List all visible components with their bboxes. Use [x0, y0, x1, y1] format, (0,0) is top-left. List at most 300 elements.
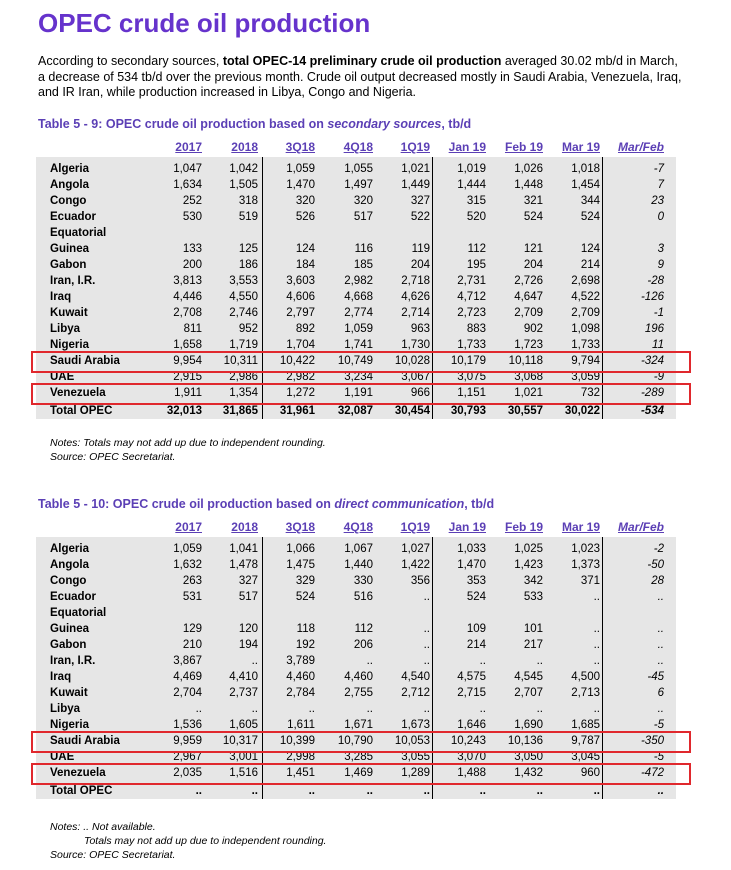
table-row	[36, 590, 676, 606]
cell-value: 23	[651, 195, 664, 207]
cell-value: 1,354	[229, 387, 258, 399]
cell-value: 1,497	[344, 179, 373, 191]
cell-value: 4,522	[571, 291, 600, 303]
cell-value: ..	[423, 785, 430, 797]
cell-value: 2,982	[344, 275, 373, 287]
cell-value: 524	[295, 591, 315, 603]
cell-value: 4,712	[457, 291, 486, 303]
row-label: Algeria	[50, 543, 89, 555]
table-row	[36, 194, 676, 210]
cell-value: 9,959	[173, 735, 202, 747]
table2-caption	[38, 497, 494, 511]
table1-note-2: Source: OPEC Secretariat.	[50, 451, 176, 463]
row-label: Ecuador	[50, 211, 97, 223]
cell-value: 966	[410, 387, 430, 399]
column-header: Mar/Feb	[617, 520, 664, 534]
cell-value: 1,021	[514, 387, 543, 399]
cell-value: 185	[353, 259, 373, 271]
cell-value: ..	[593, 703, 600, 715]
intro-bold: total OPEC-14 preliminary crude oil production	[222, 54, 502, 68]
cell-value: 524	[523, 211, 543, 223]
cell-value: 4,647	[514, 291, 543, 303]
cell-value: ..	[423, 655, 430, 667]
row-label: Guinea	[50, 243, 89, 255]
cell-value: -28	[647, 275, 664, 287]
column-header: 4Q18	[343, 140, 373, 154]
cell-value: ..	[657, 655, 664, 667]
cell-value: 10,243	[450, 735, 486, 747]
cell-value: 9,954	[173, 355, 202, 367]
cell-value: 1,059	[286, 163, 315, 175]
table-row	[36, 258, 676, 274]
cell-value: 1,733	[457, 339, 486, 351]
cell-value: 1,033	[457, 543, 486, 555]
cell-value: 1,444	[457, 179, 486, 191]
cell-value: 210	[182, 639, 202, 651]
column-header: 4Q18	[343, 520, 373, 534]
cell-value: 2,915	[173, 371, 202, 383]
cell-value: 3,603	[286, 275, 315, 287]
cell-value: 10,118	[508, 355, 543, 367]
table-row	[36, 162, 676, 178]
cell-value: 217	[523, 639, 543, 651]
column-header: 2018	[231, 520, 258, 534]
cell-value: 2,707	[514, 687, 543, 699]
cell-value: 1,475	[286, 559, 315, 571]
cell-value: 1,025	[514, 543, 543, 555]
cell-value: 524	[466, 591, 486, 603]
cell-value: 109	[466, 623, 486, 635]
cell-value: 9	[657, 259, 664, 271]
row-label: Libya	[50, 323, 81, 335]
cell-value: 10,053	[394, 735, 430, 747]
cell-value: 32,087	[337, 405, 373, 417]
cell-value: 1,448	[514, 179, 543, 191]
cell-value: ..	[251, 785, 258, 797]
cell-value: 522	[410, 211, 430, 223]
cell-value: 204	[410, 259, 430, 271]
intro-text-1: According to secondary sources,	[38, 54, 223, 68]
cell-value: 1,478	[229, 559, 258, 571]
table-row	[36, 290, 676, 306]
cell-value: 330	[353, 575, 373, 587]
cell-value: 194	[238, 639, 258, 651]
highlight-venezuela	[31, 763, 691, 785]
cell-value: 327	[238, 575, 258, 587]
row-label: Iraq	[50, 671, 72, 683]
table-row	[36, 322, 676, 338]
cell-value: 320	[295, 195, 315, 207]
column-header: 2018	[231, 140, 258, 154]
cell-value: 1,488	[457, 767, 486, 779]
cell-value: 3,075	[457, 371, 486, 383]
cell-value: 1,440	[344, 559, 373, 571]
cell-value: ..	[536, 703, 543, 715]
intro-text-2: averaged 30.02 mb/d in March, a decrease of 534 tb/d over the previous month. Crude oil output decreased mostly in Saudi Arabia, Venezuela, Iraq, and IR Iran, while production increased in Libya, Congo and Nigeria.	[38, 54, 682, 99]
cell-value: 4,668	[344, 291, 373, 303]
column-header: Jan 19	[448, 520, 486, 534]
intro-paragraph	[38, 54, 688, 101]
cell-value: ..	[479, 655, 486, 667]
row-label: Venezuela	[50, 767, 106, 779]
cell-value: -289	[640, 387, 664, 399]
cell-value: 1,018	[571, 163, 600, 175]
cell-value: -5	[653, 751, 664, 763]
cell-value: ..	[195, 703, 202, 715]
column-header: Mar 19	[561, 520, 600, 534]
cell-value: 1,719	[229, 339, 258, 351]
cell-value: ..	[479, 703, 486, 715]
row-label: Libya	[50, 703, 81, 715]
cell-value: -50	[647, 559, 664, 571]
table2	[36, 520, 676, 812]
cell-value: 2,709	[571, 307, 600, 319]
cell-value: 1,704	[286, 339, 315, 351]
highlight-saudi-arabia	[31, 731, 691, 753]
cell-value: 1,019	[457, 163, 486, 175]
cell-value: 1,067	[344, 543, 373, 555]
cell-value: 3,867	[173, 655, 202, 667]
cell-value: 2,755	[344, 687, 373, 699]
table-row	[36, 606, 676, 622]
cell-value: 0	[657, 211, 664, 223]
cell-value: -9	[653, 371, 664, 383]
cell-value: 1,151	[457, 387, 486, 399]
table1-caption-pre: Table 5 - 9: OPEC crude oil production based on	[38, 117, 328, 131]
cell-value: 315	[466, 195, 486, 207]
cell-value: 32,013	[166, 405, 202, 417]
table-row	[36, 558, 676, 574]
cell-value: 3,789	[286, 655, 315, 667]
row-label: Angola	[50, 179, 89, 191]
cell-value: 3,059	[571, 371, 600, 383]
cell-value: 11	[652, 339, 664, 351]
cell-value: 200	[182, 259, 202, 271]
cell-value: 206	[353, 639, 373, 651]
table1-header	[36, 140, 676, 156]
cell-value: 3,055	[401, 751, 430, 763]
row-label: Venezuela	[50, 387, 106, 399]
cell-value: 2,726	[514, 275, 543, 287]
row-label: Total OPEC	[50, 405, 113, 417]
cell-value: 4,545	[514, 671, 543, 683]
cell-value: 124	[580, 243, 600, 255]
cell-value: 101	[523, 623, 543, 635]
cell-value: 30,022	[564, 405, 600, 417]
cell-value: 3,070	[457, 751, 486, 763]
cell-value: 1,516	[229, 767, 258, 779]
table-row	[36, 210, 676, 226]
table1	[36, 140, 676, 428]
cell-value: ..	[536, 655, 543, 667]
row-label: Iraq	[50, 291, 72, 303]
cell-value: 3,001	[229, 751, 258, 763]
cell-value: 1,451	[286, 767, 315, 779]
cell-value: 2,714	[401, 307, 430, 319]
table2-header	[36, 520, 676, 536]
highlight-venezuela	[31, 383, 691, 405]
cell-value: 1,505	[229, 179, 258, 191]
row-label: Congo	[50, 195, 87, 207]
cell-value: 4,575	[457, 671, 486, 683]
cell-value: 2,982	[286, 371, 315, 383]
column-header: 2017	[175, 140, 202, 154]
cell-value: 321	[523, 195, 543, 207]
table1-caption-em: secondary sources	[327, 117, 442, 131]
column-header: Mar/Feb	[617, 140, 664, 154]
cell-value: 196	[644, 323, 664, 335]
cell-value: 133	[182, 243, 202, 255]
cell-value: 531	[182, 591, 202, 603]
column-header: 1Q19	[400, 140, 430, 154]
cell-value: 3,068	[514, 371, 543, 383]
cell-value: 1,066	[286, 543, 315, 555]
cell-value: 1,671	[344, 719, 373, 731]
cell-value: -472	[640, 767, 664, 779]
table2-caption-em: direct communication	[334, 497, 465, 511]
cell-value: 1,026	[514, 163, 543, 175]
cell-value: 30,557	[507, 405, 543, 417]
cell-value: 10,749	[337, 355, 373, 367]
cell-value: 9,794	[571, 355, 600, 367]
cell-value: 31,961	[279, 405, 315, 417]
cell-value: 1,449	[401, 179, 430, 191]
row-label: Saudi Arabia	[50, 735, 120, 747]
cell-value: ..	[593, 591, 600, 603]
cell-value: 530	[182, 211, 202, 223]
cell-value: 10,317	[222, 735, 258, 747]
cell-value: 10,399	[279, 735, 315, 747]
cell-value: 116	[354, 243, 373, 255]
cell-value: 1,536	[173, 719, 202, 731]
cell-value: 811	[183, 323, 202, 335]
cell-value: 329	[295, 575, 315, 587]
cell-value: 1,454	[571, 179, 600, 191]
table2-note-3: Source: OPEC Secretariat.	[50, 849, 176, 861]
cell-value: ..	[657, 591, 664, 603]
cell-value: 3,050	[514, 751, 543, 763]
row-label: Total OPEC	[50, 785, 113, 797]
cell-value: 30,454	[394, 405, 430, 417]
cell-value: -350	[640, 735, 664, 747]
cell-value: 1,272	[286, 387, 315, 399]
cell-value: 10,136	[507, 735, 543, 747]
cell-value: ..	[366, 703, 373, 715]
column-header: Feb 19	[504, 520, 543, 534]
cell-value: ..	[657, 703, 664, 715]
cell-value: 184	[295, 259, 315, 271]
cell-value: 1,690	[514, 719, 543, 731]
cell-value: 2,712	[401, 687, 430, 699]
cell-value: 119	[411, 243, 430, 255]
table-row	[36, 242, 676, 258]
cell-value: -45	[647, 671, 664, 683]
row-label: Angola	[50, 559, 89, 571]
cell-value: 112	[354, 623, 373, 635]
row-label: Iran, I.R.	[50, 275, 96, 287]
row-label: Gabon	[50, 639, 87, 651]
cell-value: 1,685	[571, 719, 600, 731]
cell-value: 118	[296, 623, 315, 635]
cell-value: 4,540	[401, 671, 430, 683]
table1-notes	[50, 436, 326, 464]
cell-value: 1,289	[401, 767, 430, 779]
cell-value: 2,698	[571, 275, 600, 287]
column-header: Jan 19	[448, 140, 486, 154]
cell-value: ..	[251, 703, 258, 715]
table-row	[36, 670, 676, 686]
table1-note-1: Notes: Totals may not add up due to independent rounding.	[50, 437, 326, 449]
cell-value: 252	[182, 195, 202, 207]
cell-value: 2,704	[173, 687, 202, 699]
cell-value: -1	[653, 307, 664, 319]
cell-value: 519	[238, 211, 258, 223]
cell-value: ..	[251, 655, 258, 667]
cell-value: 1,422	[401, 559, 430, 571]
row-label: Gabon	[50, 259, 87, 271]
cell-value: ..	[593, 623, 600, 635]
row-label: Ecuador	[50, 591, 97, 603]
cell-value: 4,500	[571, 671, 600, 683]
cell-value: 4,469	[173, 671, 202, 683]
cell-value: 129	[182, 623, 202, 635]
cell-value: 1,733	[571, 339, 600, 351]
cell-value: 1,469	[344, 767, 373, 779]
row-label: Algeria	[50, 163, 89, 175]
cell-value: -7	[653, 163, 664, 175]
row-label: Equatorial	[50, 607, 107, 619]
cell-value: ..	[593, 639, 600, 651]
cell-value: 353	[466, 575, 486, 587]
cell-value: 3	[657, 243, 664, 255]
row-label: Kuwait	[50, 687, 88, 699]
cell-value: 320	[353, 195, 373, 207]
cell-value: 9,787	[571, 735, 600, 747]
cell-value: 1,605	[229, 719, 258, 731]
cell-value: 4,460	[344, 671, 373, 683]
row-label: Nigeria	[50, 339, 89, 351]
table1-caption-post: , tb/d	[441, 117, 472, 131]
cell-value: 1,432	[514, 767, 543, 779]
cell-value: 120	[238, 623, 258, 635]
cell-value: 192	[295, 639, 315, 651]
table-row	[36, 542, 676, 558]
cell-value: 526	[295, 211, 315, 223]
cell-value: 112	[467, 243, 486, 255]
table2-note-1: Notes: .. Not available.	[50, 821, 156, 833]
cell-value: 2,715	[457, 687, 486, 699]
cell-value: ..	[423, 623, 430, 635]
cell-value: 1,041	[229, 543, 258, 555]
cell-value: -126	[640, 291, 664, 303]
cell-value: 2,998	[286, 751, 315, 763]
cell-value: 10,422	[279, 355, 315, 367]
cell-value: ..	[593, 785, 600, 797]
cell-value: 263	[182, 575, 202, 587]
cell-value: 10,179	[450, 355, 486, 367]
row-label: Nigeria	[50, 719, 89, 731]
column-header: 3Q18	[285, 520, 315, 534]
cell-value: 4,626	[401, 291, 430, 303]
cell-value: 356	[410, 575, 430, 587]
cell-value: 2,723	[457, 307, 486, 319]
row-label: Equatorial	[50, 227, 107, 239]
cell-value: 902	[523, 323, 543, 335]
cell-value: 28	[651, 575, 664, 587]
table-row	[36, 274, 676, 290]
cell-value: 1,634	[173, 179, 202, 191]
cell-value: 2,986	[229, 371, 258, 383]
cell-value: 214	[466, 639, 486, 651]
cell-value: 517	[238, 591, 258, 603]
cell-value: 3,813	[173, 275, 202, 287]
cell-value: 1,423	[514, 559, 543, 571]
table1-caption	[38, 117, 471, 131]
row-label: Congo	[50, 575, 87, 587]
cell-value: 1,611	[287, 719, 315, 731]
cell-value: 10,311	[223, 355, 258, 367]
cell-value: ..	[657, 785, 664, 797]
table-row	[36, 622, 676, 638]
table-row	[36, 574, 676, 590]
cell-value: 883	[466, 323, 486, 335]
cell-value: -5	[653, 719, 664, 731]
cell-value: 516	[353, 591, 373, 603]
cell-value: ..	[195, 785, 202, 797]
total-row	[36, 784, 676, 800]
cell-value: ..	[308, 703, 315, 715]
cell-value: 1,673	[401, 719, 430, 731]
cell-value: ..	[479, 785, 486, 797]
cell-value: 952	[238, 323, 258, 335]
cell-value: 1,098	[571, 323, 600, 335]
column-header: 3Q18	[285, 140, 315, 154]
cell-value: 4,606	[286, 291, 315, 303]
cell-value: 31,865	[222, 405, 258, 417]
table2-notes	[50, 820, 326, 862]
row-label: UAE	[50, 371, 75, 383]
cell-value: 4,446	[173, 291, 202, 303]
table-row	[36, 654, 676, 670]
cell-value: 4,410	[229, 671, 258, 683]
table-row	[36, 702, 676, 718]
row-label: Guinea	[50, 623, 89, 635]
cell-value: 344	[580, 195, 600, 207]
cell-value: 327	[410, 195, 430, 207]
cell-value: 1,042	[229, 163, 258, 175]
row-label: Iran, I.R.	[50, 655, 96, 667]
cell-value: 2,731	[457, 275, 486, 287]
cell-value: 1,470	[457, 559, 486, 571]
cell-value: 2,709	[514, 307, 543, 319]
cell-value: 2,035	[173, 767, 202, 779]
cell-value: 1,047	[173, 163, 202, 175]
cell-value: 204	[523, 259, 543, 271]
cell-value: 342	[523, 575, 543, 587]
column-header: 1Q19	[400, 520, 430, 534]
cell-value: ..	[366, 785, 373, 797]
table-row	[36, 686, 676, 702]
cell-value: ..	[657, 623, 664, 635]
cell-value: 1,470	[286, 179, 315, 191]
cell-value: 517	[353, 211, 373, 223]
cell-value: ..	[593, 655, 600, 667]
cell-value: 524	[580, 211, 600, 223]
cell-value: 186	[238, 259, 258, 271]
cell-value: 3,553	[229, 275, 258, 287]
cell-value: 1,723	[514, 339, 543, 351]
table-row	[36, 226, 676, 242]
